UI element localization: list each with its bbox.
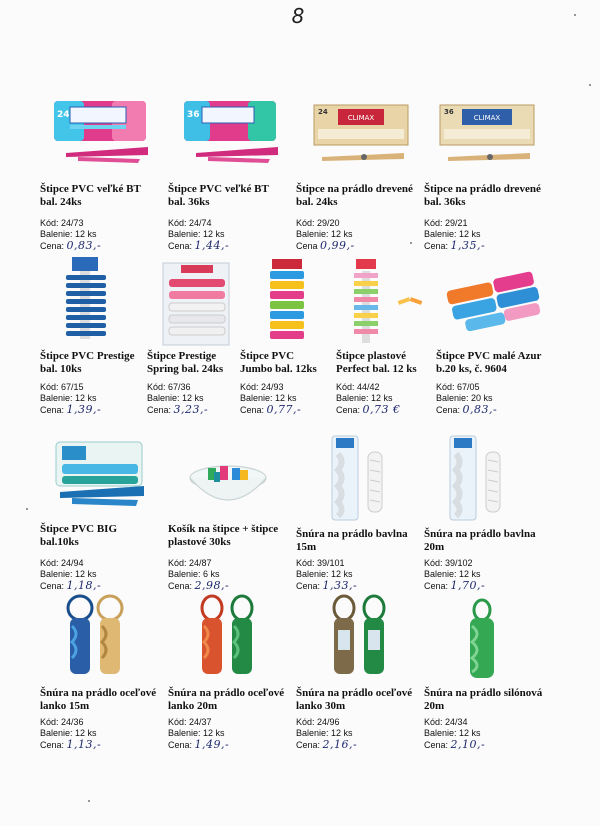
scan-speck <box>589 84 591 86</box>
product-code: Kód: 67/36 <box>147 382 191 392</box>
product-price: 0,83,- <box>66 239 102 252</box>
product-title: Košík na štipce + štipce plastové 30ks <box>168 523 279 548</box>
price-label: Cena: <box>296 581 321 591</box>
product-image <box>328 432 398 529</box>
price-label: Cena <box>296 241 318 251</box>
product-card <box>336 255 431 420</box>
product-code: Kód: 67/15 <box>40 382 84 392</box>
pack-count-label: 36 <box>444 108 454 116</box>
product-image <box>48 95 158 180</box>
product-pack: Balenie: 6 ks <box>168 569 220 579</box>
page-number: 8 <box>291 4 305 28</box>
product-pack: Balenie: 12 ks <box>296 728 353 738</box>
product-code: Kód: 24/37 <box>168 717 212 727</box>
price-label: Cena: <box>424 581 449 591</box>
product-pack: Balenie: 12 ks <box>147 393 204 403</box>
price-label: Cena: <box>424 740 449 750</box>
price-label: Cena: <box>168 241 193 251</box>
product-pack: Balenie: 12 ks <box>296 569 353 579</box>
product-price: 1,18,- <box>66 579 102 592</box>
product-image <box>434 95 544 180</box>
product-card <box>40 590 165 760</box>
product-pack: Balenie: 12 ks <box>168 728 225 738</box>
product-pack: Balenie: 12 ks <box>296 229 353 239</box>
brand-logo-text: CLIMAX <box>473 114 501 122</box>
product-image <box>178 450 278 525</box>
product-card <box>424 590 564 760</box>
product-price: 0,73 € <box>362 403 401 416</box>
product-title: Štipce PVC veľké BT bal. 24ks <box>40 183 141 208</box>
product-info <box>296 558 357 592</box>
product-image <box>308 95 418 180</box>
product-card <box>436 255 566 420</box>
product-code: Kód: 24/93 <box>240 382 284 392</box>
pack-count-label: 24 <box>57 110 70 120</box>
product-price: 1,70,- <box>450 579 486 592</box>
product-image <box>328 590 408 687</box>
product-pack: Balenie: 20 ks <box>436 393 493 403</box>
product-code: Kód: 24/36 <box>40 717 84 727</box>
pack-count-label: 24 <box>318 108 328 116</box>
price-label: Cena: <box>168 740 193 750</box>
product-title: Štipce Prestige Spring bal. 24ks <box>147 350 224 375</box>
product-card <box>296 430 421 590</box>
product-card <box>40 430 165 590</box>
product-pack: Balenie: 12 ks <box>168 229 225 239</box>
product-title: Šnúra na prádlo oceľové lanko 30m <box>296 687 413 712</box>
product-code: Kód: 24/74 <box>168 218 212 228</box>
product-price: 2,10,- <box>450 738 486 751</box>
product-price: 0,99,- <box>320 239 355 252</box>
product-card <box>240 255 332 420</box>
product-info <box>168 218 229 252</box>
product-price: 1,13,- <box>66 738 102 751</box>
product-info <box>424 717 485 751</box>
product-pack: Balenie: 12 ks <box>240 393 297 403</box>
product-code: Kód: 24/87 <box>168 558 212 568</box>
product-code: Kód: 67/05 <box>436 382 480 392</box>
product-card <box>168 430 293 590</box>
product-image <box>346 259 426 352</box>
price-label: Cena: <box>40 581 65 591</box>
product-card <box>147 255 239 420</box>
product-image <box>62 255 122 348</box>
product-title: Štipce PVC veľké BT bal. 36ks <box>168 183 269 208</box>
product-price: 1,49,- <box>194 738 230 751</box>
product-price: 0,83,- <box>462 403 498 416</box>
product-title: Šnúra na prádlo bavlna 20m <box>424 528 536 553</box>
price-label: Cena: <box>147 405 172 415</box>
product-info <box>40 382 101 416</box>
product-price: 2,16,- <box>322 738 358 751</box>
product-code: Kód: 24/96 <box>296 717 340 727</box>
product-title: Štipce na prádlo drevené bal. 24ks <box>296 183 413 208</box>
product-image <box>161 261 233 352</box>
price-label: Cena: <box>436 405 461 415</box>
product-price: 1,35,- <box>450 239 486 252</box>
product-title: Štipce PVC Jumbo bal. 12ks <box>240 350 317 375</box>
scan-speck <box>88 800 90 802</box>
price-label: Cena: <box>240 405 265 415</box>
scan-speck <box>574 14 576 16</box>
product-info <box>296 717 357 751</box>
product-title: Štipce PVC BIG bal.10ks <box>40 523 117 548</box>
product-info <box>168 717 229 751</box>
product-info <box>40 558 101 592</box>
product-image <box>60 590 140 687</box>
product-info <box>436 382 497 416</box>
product-title: Šnúra na prádlo oceľové lanko 20m <box>168 687 285 712</box>
product-card <box>168 590 293 760</box>
product-title: Šnúra na prádlo oceľové lanko 15m <box>40 687 157 712</box>
product-card <box>424 95 564 255</box>
product-title: Štipce PVC malé Azur b.20 ks, č. 9604 <box>436 350 542 375</box>
product-image <box>446 432 516 529</box>
product-card <box>40 255 145 420</box>
product-card <box>424 430 564 590</box>
product-title: Štipce plastové Perfect bal. 12 ks <box>336 350 417 375</box>
product-price: 3,23,- <box>173 403 209 416</box>
product-info <box>424 558 485 592</box>
product-image <box>464 594 504 689</box>
product-title: Šnúra na prádlo silónová 20m <box>424 687 543 712</box>
product-info <box>240 382 301 416</box>
product-price: 0,77,- <box>266 403 302 416</box>
product-code: Kód: 29/20 <box>296 218 340 228</box>
price-label: Cena: <box>40 405 65 415</box>
product-price: 1,44,- <box>194 239 230 252</box>
product-image <box>178 95 288 180</box>
product-info <box>168 558 229 592</box>
product-pack: Balenie: 12 ks <box>424 229 481 239</box>
product-code: Kód: 39/102 <box>424 558 473 568</box>
product-pack: Balenie: 12 ks <box>424 569 481 579</box>
product-info <box>40 717 101 751</box>
price-label: Cena: <box>40 740 65 750</box>
product-info <box>424 218 485 252</box>
brand-logo-text: CLIMAX <box>347 114 375 122</box>
product-image <box>198 590 278 687</box>
product-code: Kód: 24/34 <box>424 717 468 727</box>
product-title: Štipce na prádlo drevené bal. 36ks <box>424 183 541 208</box>
price-label: Cena: <box>336 405 361 415</box>
product-card <box>296 95 421 255</box>
product-card <box>168 95 293 255</box>
product-price: 1,39,- <box>66 403 102 416</box>
product-code: Kód: 29/21 <box>424 218 468 228</box>
price-label: Cena: <box>296 740 321 750</box>
scan-speck <box>410 242 412 244</box>
product-card <box>40 95 165 255</box>
product-pack: Balenie: 12 ks <box>40 229 97 239</box>
product-info <box>336 382 401 416</box>
product-card <box>296 590 421 760</box>
product-pack: Balenie: 12 ks <box>424 728 481 738</box>
product-pack: Balenie: 12 ks <box>40 393 97 403</box>
product-pack: Balenie: 12 ks <box>40 569 97 579</box>
product-image <box>52 436 152 521</box>
product-info <box>40 218 101 252</box>
product-code: Kód: 24/73 <box>40 218 84 228</box>
price-label: Cena: <box>40 241 65 251</box>
pack-count-label: 36 <box>187 110 200 120</box>
product-pack: Balenie: 12 ks <box>336 393 393 403</box>
price-label: Cena: <box>424 241 449 251</box>
product-title: Šnúra na prádlo bavlna 15m <box>296 528 408 553</box>
product-pack: Balenie: 12 ks <box>40 728 97 738</box>
product-price: 2,98,- <box>194 579 230 592</box>
price-label: Cena: <box>168 581 193 591</box>
product-code: Kód: 24/94 <box>40 558 84 568</box>
product-image <box>268 259 308 352</box>
product-price: 1,33,- <box>322 579 358 592</box>
scan-speck <box>26 508 28 510</box>
product-code: Kód: 39/101 <box>296 558 345 568</box>
product-image <box>442 265 552 350</box>
product-title: Štipce PVC Prestige bal. 10ks <box>40 350 135 375</box>
product-info <box>296 218 355 252</box>
product-info <box>147 382 208 416</box>
product-code: Kód: 44/42 <box>336 382 380 392</box>
